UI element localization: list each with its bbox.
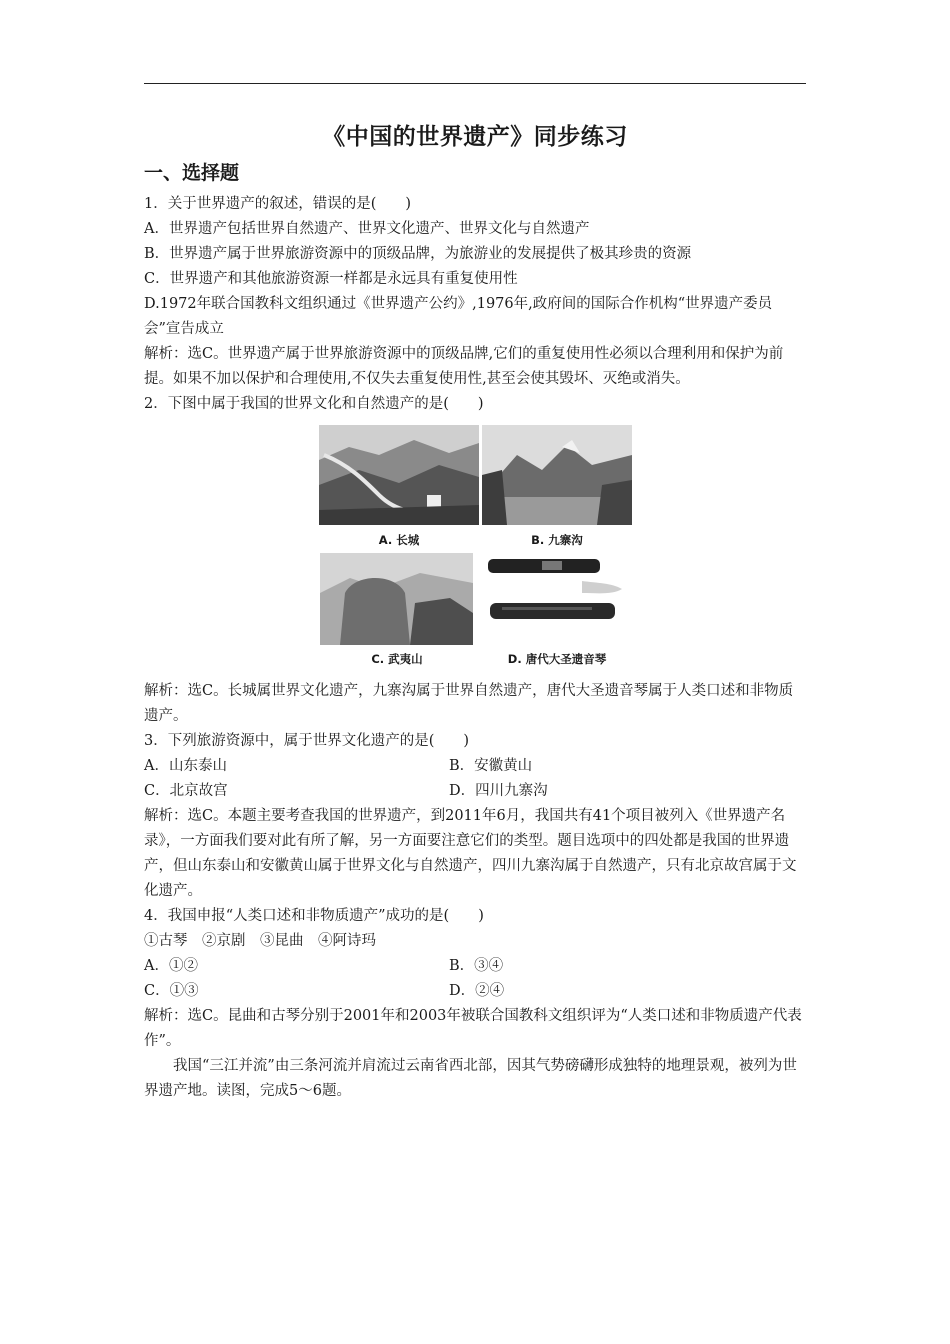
q3-options-row-2: [144, 779, 806, 804]
q1-analysis: 解析：选C。世界遗产属于世界旅游资源中的顶级品牌,它们的重复使用性必须以合理利用和保护为前提。如果不加以保护和合理使用,不仅失去重复使用性,甚至会使其毁坏、灭绝或消失。: [144, 346, 784, 387]
caption-wuyishan: C. 武夷山: [371, 652, 423, 666]
q1-option-d: D.1972年联合国教科文组织通过《世界遗产公约》,1976年,政府间的国际合作机构“世界遗产委员会”宣告成立: [144, 296, 773, 337]
q3-analysis: 解析：选C。本题主要考查我国的世界遗产，到2011年6月，我国共有41个项目被列入《世界遗产名录》，一方面我们要对此有所了解，另一方面要注意它们的类型。题目选项中的四处都是我国的世界遗产，但山东泰山和安徽黄山属于世界文化与自然遗产，四川九寨沟属于自然遗产，只有北京故宫属于文化遗产。: [144, 808, 797, 899]
q4-stem: 4．我国申报“人类口述和非物质遗产”成功的是( ): [144, 908, 484, 924]
q3-stem: 3．下列旅游资源中，属于世界文化遗产的是( ): [144, 733, 470, 749]
q3-option-a: A．山东泰山: [144, 758, 227, 774]
q3-option-d: D．四川九寨沟: [449, 783, 548, 799]
caption-jiuzhaigou: B. 九寨沟: [531, 533, 583, 547]
q4-options-row-1: [144, 954, 806, 979]
q3-option-c: C．北京故宫: [144, 783, 228, 799]
q1-stem: 1．关于世界遗产的叙述，错误的是( ): [144, 196, 412, 212]
q4-items: ①古琴 ②京剧 ③昆曲 ④阿诗玛: [144, 933, 376, 949]
jiuzhaigou-photo: [482, 425, 632, 525]
q2-analysis: 解析：选C。长城属世界文化遗产，九寨沟属于世界自然遗产，唐代大圣遗音琴属于人类口述和非物质遗产。: [144, 683, 794, 724]
great-wall-photo: [319, 425, 479, 525]
header-rule: [144, 83, 806, 84]
caption-great-wall: A. 长城: [378, 533, 420, 547]
section-heading: 一、选择题: [144, 162, 240, 184]
q3-option-b: B．安徽黄山: [449, 758, 533, 774]
q4-options-row-2: [144, 979, 806, 1004]
q4-option-b: B．③④: [449, 958, 504, 974]
wuyishan-photo: [320, 553, 473, 645]
q1-option-a: A．世界遗产包括世界自然遗产、世界文化遗产、世界文化与自然遗产: [144, 221, 590, 237]
q5-6-intro: 我国“三江并流”由三条河流并肩流过云南省西北部，因其气势磅礴形成独特的地理景观，被列为世界遗产地。读图，完成5～6题。: [144, 1058, 797, 1099]
q4-option-c: C．①③: [144, 983, 199, 999]
q1-option-c: C．世界遗产和其他旅游资源一样都是永远具有重复使用性: [144, 271, 518, 287]
q4-option-d: D．②④: [449, 983, 505, 999]
page-title: 《中国的世界遗产》同步练习: [322, 124, 628, 150]
document-body: [144, 192, 806, 1104]
q1-option-b: B．世界遗产属于世界旅游资源中的顶级品牌，为旅游业的发展提供了极其珍贵的资源: [144, 246, 692, 262]
q3-options-row-1: [144, 754, 806, 779]
q4-analysis: 解析：选C。昆曲和古琴分别于2001年和2003年被联合国教科文组织评为“人类口述和非物质遗产代表作”。: [144, 1008, 802, 1049]
q4-option-a: A．①②: [144, 958, 198, 974]
caption-guqin: D. 唐代大圣遗音琴: [507, 652, 607, 666]
guqin-photo: [482, 553, 632, 645]
q2-stem: 2．下图中属于我国的世界文化和自然遗产的是( ): [144, 396, 484, 412]
q2-figure: [144, 421, 806, 677]
